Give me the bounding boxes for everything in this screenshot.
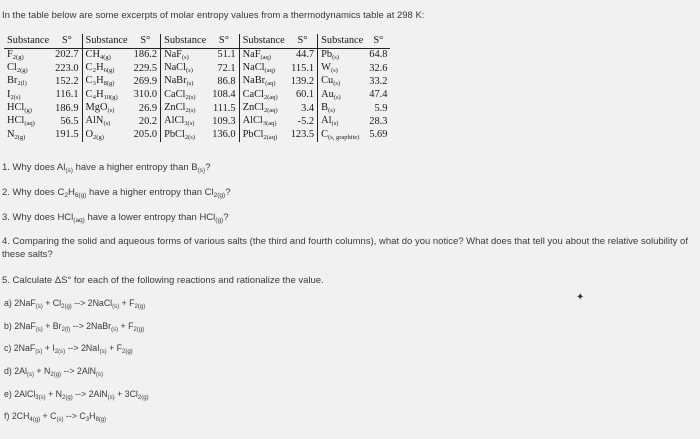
entropy-value-cell: 72.1	[209, 62, 239, 75]
entropy-value-cell: 186.2	[131, 49, 161, 63]
table-row	[4, 49, 390, 63]
entropy-table	[4, 34, 390, 142]
substance-cell: NaCl$_{(aq)}$	[242, 62, 275, 75]
substance-cell: $C_{(s, graphite)}$	[321, 128, 360, 141]
header-substance-1: Substance	[4, 34, 52, 49]
table-row	[4, 62, 390, 75]
reaction-c: c) $2NaF_{(s)} + I_{2(s)}$ --> $2NaI_{(s)} + F_{2(g)}$	[4, 343, 133, 355]
entropy-value-cell: 86.8	[209, 76, 239, 89]
substance-cell: PbCl$_{2(aq)}$	[242, 128, 278, 141]
substance-cell: NaBr$_{(s)}$	[164, 75, 194, 88]
substance-cell: MgO$_{(s)}$	[85, 102, 115, 115]
question-1: 1. Why does $Al_{(s)}$ have a higher entropy than $B_{(s)}$?	[2, 162, 211, 174]
entropy-value-cell: 51.1	[209, 49, 239, 63]
entropy-value-cell: 111.5	[209, 102, 239, 115]
header-substance-3: Substance	[161, 34, 210, 49]
entropy-value-cell: 108.4	[209, 89, 239, 102]
substance-cell: $Br_{2(l)}$	[7, 75, 27, 88]
table-row	[4, 102, 390, 115]
question-2: 2. Why does $C_2H_{6(g)}$ have a higher entropy than $Cl_{2(g)}$?	[2, 187, 231, 199]
entropy-value-cell: 202.7	[52, 49, 82, 63]
entropy-value-cell: 136.0	[209, 129, 239, 142]
substance-cell: $Cu_{(s)}$	[321, 75, 341, 88]
reaction-d: d) $2Al_{(s)} + N_{2(g)}$ --> 2AlN$_{(s)}$	[4, 366, 103, 378]
reaction-f: f) $2CH_{4(g)} + C_{(s)}$ --> $C_3H_{8(g)}$	[4, 411, 107, 423]
header-substance-2: Substance	[82, 34, 131, 49]
entropy-value-cell: 32.6	[369, 62, 388, 74]
entropy-value-cell: 56.5	[52, 115, 82, 128]
substance-cell: AlCl$_{3(aq)}$	[242, 115, 277, 128]
substance-cell: NaCl$_{(s)}$	[164, 62, 193, 75]
substance-cell: ZnCl$_{2(aq)}$	[242, 102, 278, 115]
substance-cell: PbCl$_{2(s)}$	[164, 128, 195, 141]
substance-cell: HCl$_{(aq)}$	[7, 115, 35, 128]
substance-cell: $C_2H_{6(g)}$	[85, 62, 115, 75]
table-row	[4, 129, 390, 142]
substance-cell: CaCl$_{2(s)}$	[164, 88, 196, 101]
substance-cell: CaCl$_{2(aq)}$	[242, 88, 278, 101]
reaction-b: b) $2NaF_{(s)} + Br_{2(l)}$ --> 2NaBr$_{(s)}$ + $F_{2(g)}$	[4, 321, 145, 333]
substance-cell: $Pb_{(s)}$	[321, 48, 339, 61]
entropy-value-cell: 191.5	[52, 129, 82, 142]
entropy-value-cell: 310.0	[131, 89, 161, 102]
entropy-value-cell: 116.1	[52, 89, 82, 102]
intro-text: In the table below are some excerpts of molar entropy values from a thermodynamics table at 298 K:	[2, 10, 425, 21]
entropy-value-cell: 5.69	[369, 129, 388, 141]
question-4: 4. Comparing the solid and aqueous forms of various salts (the third and fourth columns), what do you notice? What does that tell you about the relative solubility of these salts?	[2, 236, 688, 260]
substance-cell: $F_{2(g)}$	[7, 48, 24, 61]
question-5: 5. Calculate ΔS° for each of the following reactions and rationalize the value.	[2, 275, 324, 286]
entropy-value-cell: 26.9	[131, 102, 161, 115]
entropy-value-cell: 60.1	[288, 89, 318, 102]
substance-cell: $I_{2(s)}$	[7, 88, 21, 101]
substance-cell: $B_{(s)}$	[321, 102, 335, 115]
substance-cell: $W_{(s)}$	[321, 62, 338, 75]
table-body	[4, 49, 390, 143]
entropy-value-cell: 64.8	[369, 49, 388, 61]
entropy-table-container	[4, 34, 534, 152]
entropy-value-cell: 47.4	[369, 89, 388, 101]
substance-cell: $C_3H_{8(g)}$	[85, 75, 115, 88]
entropy-value-cell: 5.9	[374, 102, 388, 114]
reaction-a: a) $2NaF_{(s)} + Cl_{2(g)}$ --> 2NaCl$_{(s)}$ + $F_{2(g)}$	[4, 298, 146, 310]
entropy-value-cell: 44.7	[288, 49, 318, 63]
entropy-value-cell: 186.9	[52, 102, 82, 115]
entropy-value-cell: 3.4	[288, 102, 318, 115]
substance-cell: $Al_{(s)}$	[321, 115, 339, 128]
header-entropy-3: S°	[209, 34, 239, 49]
entropy-value-cell: 152.2	[52, 76, 82, 89]
table-header-row	[4, 34, 390, 49]
header-entropy-4: S°	[288, 34, 318, 49]
arrow-cursor-icon: ✦	[576, 292, 585, 303]
substance-cell: NaBr$_{(aq)}$	[242, 75, 276, 88]
table-row	[4, 89, 390, 102]
entropy-value-cell: 115.1	[288, 62, 318, 75]
substance-cell: HCl$_{(g)}$	[7, 102, 32, 115]
entropy-value-cell: 109.3	[209, 115, 239, 128]
substance-cell: $Cl_{2(g)}$	[7, 62, 28, 75]
entropy-value-cell: -5.2	[288, 115, 318, 128]
entropy-value-cell: 223.0	[52, 62, 82, 75]
substance-cell: $N_{2(g)}$	[7, 128, 26, 141]
substance-cell: AlN$_{(s)}$	[85, 115, 111, 128]
header-entropy-2: S°	[131, 34, 161, 49]
substance-cell: $C_4H_{10(g)}$	[85, 88, 118, 101]
entropy-value-cell: 139.2	[288, 76, 318, 89]
question-3: 3. Why does HCl$_{(aq)}$ have a lower entropy than HCl$_{(g)}$?	[2, 212, 229, 224]
table-row	[4, 76, 390, 89]
reaction-e: e) 2AlCl$_{3(s)}$ + $N_{2(g)}$ --> $2AlN_{(s)} + 3Cl_{2(g)}$	[4, 389, 149, 401]
entropy-value-cell: 229.5	[131, 62, 161, 75]
header-entropy-5: S°	[366, 34, 390, 49]
substance-cell: NaF$_{(s)}$	[164, 48, 189, 61]
header-substance-4: Substance	[239, 34, 288, 49]
entropy-value-cell: 28.3	[369, 115, 388, 127]
substance-cell: $CH_{4(g)}$	[85, 48, 111, 61]
header-substance-5: Substance	[318, 34, 367, 49]
substance-cell: $O_{2(g)}$	[85, 128, 104, 141]
substance-cell: ZnCl$_{2(s)}$	[164, 102, 196, 115]
header-entropy-1: S°	[52, 34, 82, 49]
entropy-value-cell: 269.9	[131, 76, 161, 89]
substance-cell: AlCl$_{3(s)}$	[164, 115, 195, 128]
table-row	[4, 115, 390, 128]
substance-cell: NaF$_{(aq)}$	[242, 48, 271, 61]
substance-cell: $Au_{(s)}$	[321, 88, 341, 101]
entropy-value-cell: 20.2	[131, 115, 161, 128]
entropy-value-cell: 123.5	[288, 129, 318, 142]
entropy-value-cell: 205.0	[131, 129, 161, 142]
entropy-value-cell: 33.2	[369, 76, 388, 88]
